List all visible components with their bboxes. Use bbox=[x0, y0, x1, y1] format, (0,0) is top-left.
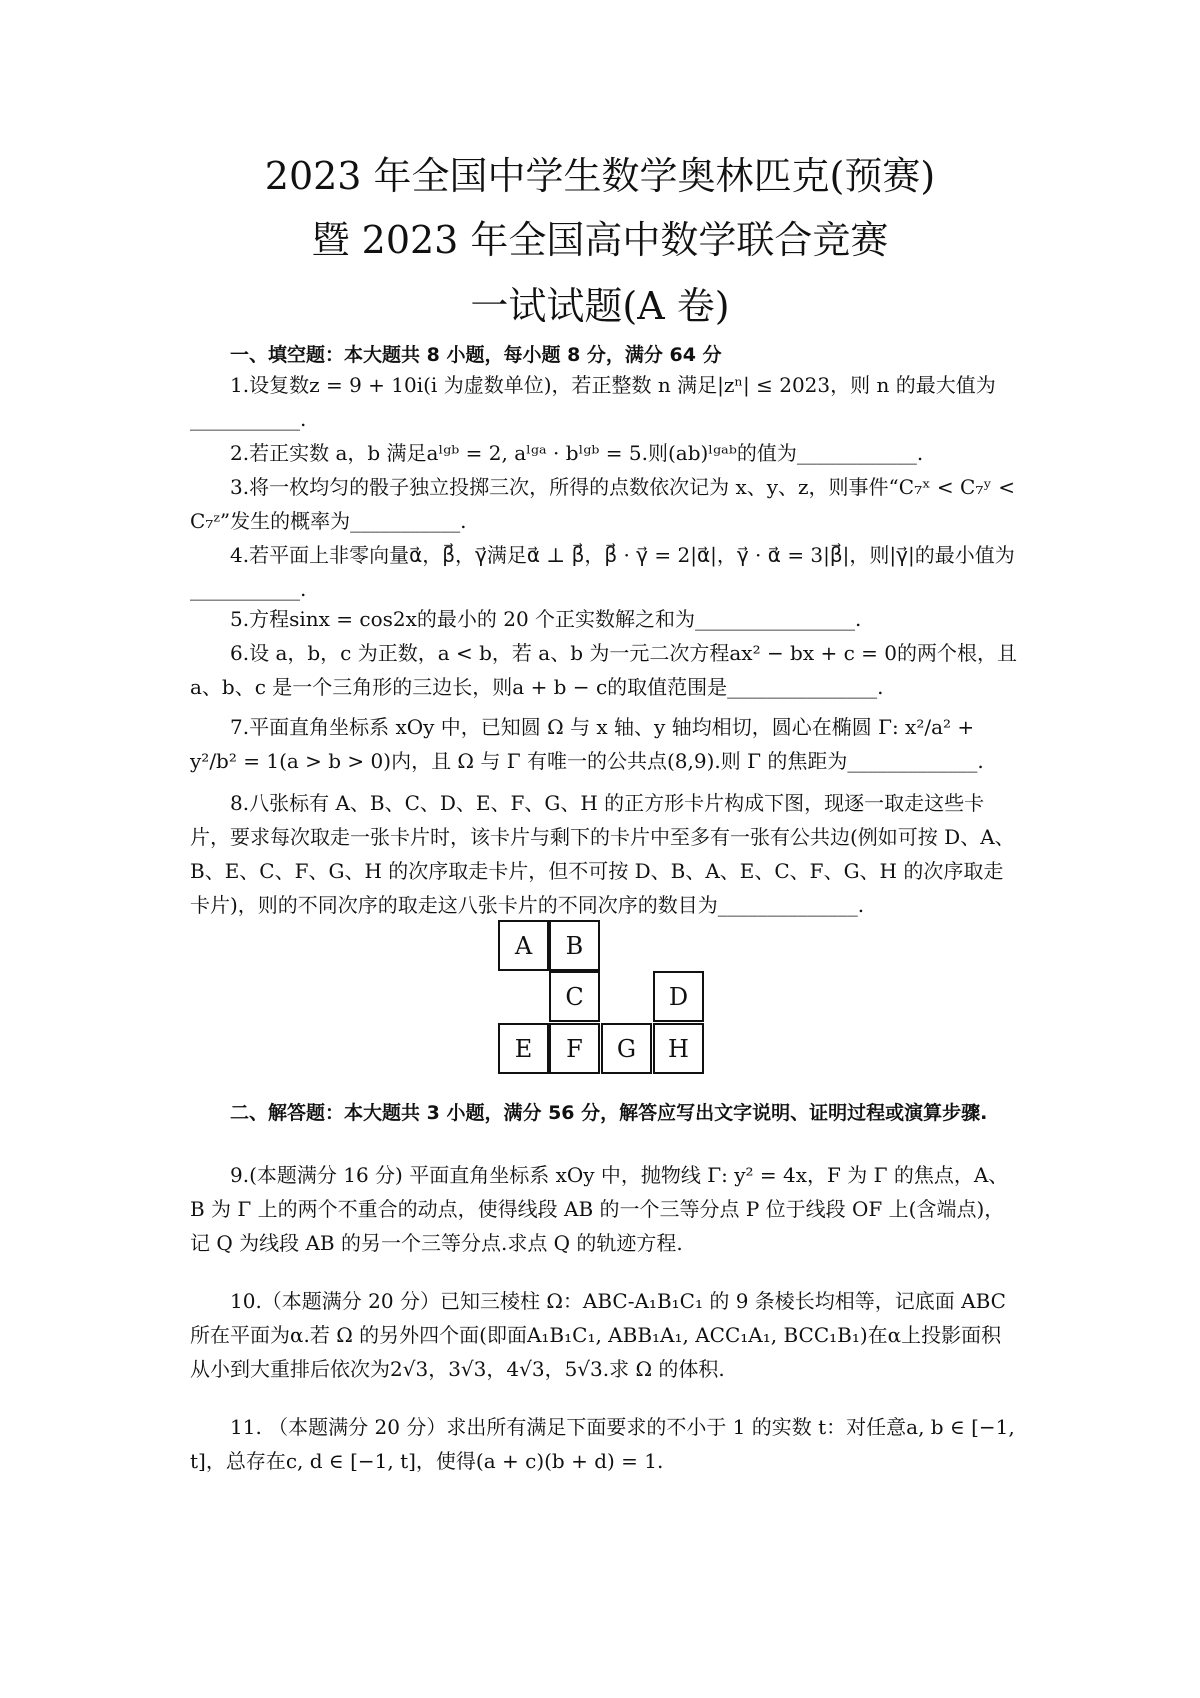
section-2-heading: 二、解答题：本大题共 3 小题，满分 56 分，解答应写出文字说明、证明过程或演算步骤. bbox=[230, 1102, 988, 1124]
card-c: C bbox=[549, 971, 600, 1022]
problem-5: 5.方程sinx = cos2x的最小的 20 个正实数解之和为________________. bbox=[230, 607, 862, 631]
problem-2: 2.若正实数 a，b 满足aˡᵍᵇ = 2, aˡᵍᵃ · bˡᵍᵇ = 5.则(ab)ˡᵍᵃᵇ的值为____________. bbox=[230, 441, 924, 465]
title-line-3: 一试试题(A 卷) bbox=[470, 284, 730, 328]
card-b: B bbox=[549, 920, 600, 971]
problem-7: 7.平面直角坐标系 xOy 中，已知圆 Ω 与 x 轴、y 轴均相切，圆心在椭圆 Γ: x²/a² + y²/b² = 1(a > b > 0)内，且 Ω 与 Γ 有唯一的公共点(8,9).则 Γ 的焦距为_____________. bbox=[190, 715, 984, 773]
card-f: F bbox=[549, 1023, 600, 1074]
problem-11: 11. （本题满分 20 分）求出所有满足下面要求的不小于 1 的实数 t：对任意a, b ∈ [−1, t]，总存在c, d ∈ [−1, t]，使得(a + c)(b + d) = 1. bbox=[190, 1415, 1022, 1473]
card-d: D bbox=[653, 971, 704, 1022]
title-line-2: 暨 2023 年全国高中数学联合竞赛 bbox=[311, 218, 889, 262]
card-g: G bbox=[601, 1023, 652, 1074]
problem-10: 10.（本题满分 20 分）已知三棱柱 Ω：ABC-A₁B₁C₁ 的 9 条棱长均相等，记底面 ABC 所在平面为α.若 Ω 的另外四个面(即面A₁B₁C₁, ABB₁A₁, ACC₁A₁, BCC₁B₁)在α上投影面积从小到大重排后依次为2√3，3√3，4√3，5√3.求 Ω 的体积. bbox=[190, 1289, 1013, 1381]
card-e: E bbox=[498, 1023, 549, 1074]
problem-6: 6.设 a，b，c 为正数，a < b，若 a、b 为一元二次方程ax² − bx + c = 0的两个根，且 a、b、c 是一个三角形的三边长，则a + b − c的取值范围是_______________. bbox=[190, 641, 1024, 699]
card-h: H bbox=[653, 1023, 704, 1074]
section-1-heading: 一、填空题：本大题共 8 小题，每小题 8 分，满分 64 分 bbox=[230, 344, 722, 366]
problem-1: 1.设复数z = 9 + 10i(i 为虚数单位)，若正整数 n 满足|zⁿ| ≤ 2023，则 n 的最大值为___________. bbox=[190, 373, 996, 431]
problem-8: 8.八张标有 A、B、C、D、E、F、G、H 的正方形卡片构成下图，现逐一取走这些卡片，要求每次取走一张卡片时，该卡片与剩下的卡片中至多有一张有公共边(例如可按 D、A、B、E、C、F、G、H 的次序取走卡片，但不可按 D、B、A、E、C、F、G、H 的次序取走卡片)，则的不同次序的取走这八张卡片的不同次序的数目为______________. bbox=[190, 791, 1015, 917]
card-a: A bbox=[498, 920, 549, 971]
problem-3: 3.将一枚均匀的骰子独立投掷三次，所得的点数依次记为 x、y、z，则事件“C₇ˣ < C₇ʸ < C₇ᶻ”发生的概率为___________. bbox=[190, 475, 1022, 533]
problem-9: 9.(本题满分 16 分) 平面直角坐标系 xOy 中，抛物线 Γ: y² = 4x，F 为 Γ 的焦点，A、B 为 Γ 上的两个不重合的动点，使得线段 AB 的一个三等分点 P 位于线段 OF 上(含端点)，记 Q 为线段 AB 的另一个三等分点.求点 Q 的轨迹方程. bbox=[190, 1163, 1009, 1255]
problem-4: 4.若平面上非零向量α⃗，β⃗，γ⃗满足α⃗ ⊥ β⃗，β⃗ · γ⃗ = 2|α⃗|，γ⃗ · α⃗ = 3|β⃗|，则|γ⃗|的最小值为___________. bbox=[190, 543, 1015, 601]
title-line-1: 2023 年全国中学生数学奥林匹克(预赛) bbox=[264, 154, 936, 198]
